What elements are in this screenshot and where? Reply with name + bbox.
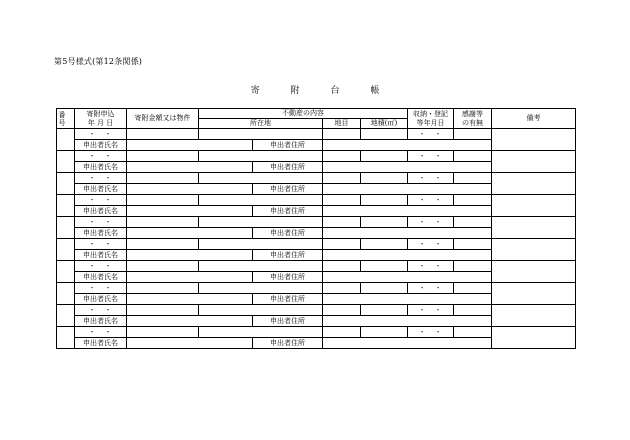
- donation-item-cell[interactable]: [127, 129, 199, 140]
- header-area: 地積(㎡): [361, 119, 408, 129]
- applicant-address-cell[interactable]: [323, 184, 576, 195]
- applicant-name-label: 申出者氏名: [75, 250, 127, 261]
- application-date-cell[interactable]: ・ ・: [75, 283, 127, 294]
- land-type-cell[interactable]: [323, 305, 361, 316]
- applicant-name-cell[interactable]: [127, 250, 253, 261]
- applicant-address-cell[interactable]: [323, 228, 576, 239]
- entry-row-bottom: [57, 272, 576, 283]
- received-date-cell[interactable]: ・ ・: [408, 261, 454, 272]
- entry-row-top: [57, 217, 576, 228]
- entry-number-cell[interactable]: [57, 129, 75, 151]
- location-cell[interactable]: [199, 305, 323, 316]
- thanks-cell[interactable]: [454, 217, 492, 228]
- received-date-cell[interactable]: ・ ・: [408, 239, 454, 250]
- donation-item-cell[interactable]: [127, 261, 199, 272]
- received-date-cell[interactable]: ・ ・: [408, 151, 454, 162]
- applicant-name-label: 申出者氏名: [75, 338, 127, 349]
- applicant-name-cell[interactable]: [127, 206, 253, 217]
- applicant-address-label: 申出者住所: [253, 228, 323, 239]
- applicant-name-label: 申出者氏名: [75, 316, 127, 327]
- entry-number-cell[interactable]: [57, 305, 75, 327]
- entry-row-bottom: [57, 184, 576, 195]
- application-date-cell[interactable]: ・ ・: [75, 217, 127, 228]
- entry-number-cell[interactable]: [57, 239, 75, 261]
- entry-number-cell[interactable]: [57, 261, 75, 283]
- thanks-cell[interactable]: [454, 305, 492, 316]
- applicant-name-label: 申出者氏名: [75, 206, 127, 217]
- donation-item-cell[interactable]: [127, 195, 199, 206]
- area-cell[interactable]: [361, 261, 408, 272]
- applicant-name-cell[interactable]: [127, 294, 253, 305]
- entry-row-top: [57, 239, 576, 250]
- land-type-cell[interactable]: [323, 217, 361, 228]
- location-cell[interactable]: [199, 327, 323, 338]
- entry-row-bottom: [57, 316, 576, 327]
- location-cell[interactable]: [199, 283, 323, 294]
- entry-number-cell[interactable]: [57, 217, 75, 239]
- application-date-cell[interactable]: ・ ・: [75, 151, 127, 162]
- application-date-cell[interactable]: ・ ・: [75, 195, 127, 206]
- land-type-cell[interactable]: [323, 129, 361, 140]
- applicant-address-label: 申出者住所: [253, 272, 323, 283]
- entry-number-cell[interactable]: [57, 283, 75, 305]
- entry-row-bottom: [57, 162, 576, 173]
- application-date-cell[interactable]: ・ ・: [75, 239, 127, 250]
- donation-item-cell[interactable]: [127, 217, 199, 228]
- area-cell[interactable]: [361, 151, 408, 162]
- applicant-name-cell[interactable]: [127, 228, 253, 239]
- applicant-name-label: 申出者氏名: [75, 184, 127, 195]
- received-date-cell[interactable]: ・ ・: [408, 173, 454, 184]
- area-cell[interactable]: [361, 195, 408, 206]
- location-cell[interactable]: [199, 129, 323, 140]
- thanks-cell[interactable]: [454, 239, 492, 250]
- header-remarks: 備考: [492, 109, 576, 129]
- entry-row-top: [57, 327, 576, 338]
- thanks-cell[interactable]: [454, 129, 492, 140]
- donation-ledger-table: [56, 108, 576, 349]
- applicant-address-label: 申出者住所: [253, 162, 323, 173]
- applicant-name-cell[interactable]: [127, 184, 253, 195]
- thanks-cell[interactable]: [454, 327, 492, 338]
- thanks-cell[interactable]: [454, 283, 492, 294]
- application-date-cell[interactable]: ・ ・: [75, 261, 127, 272]
- title-char: 附: [290, 86, 300, 96]
- entry-row-top: [57, 305, 576, 316]
- application-date-cell[interactable]: ・ ・: [75, 129, 127, 140]
- title-char: 帳: [370, 86, 380, 96]
- area-cell[interactable]: [361, 217, 408, 228]
- applicant-name-label: 申出者氏名: [75, 294, 127, 305]
- donation-item-cell[interactable]: [127, 239, 199, 250]
- received-date-cell[interactable]: ・ ・: [408, 305, 454, 316]
- entry-row-top: [57, 261, 576, 272]
- donation-item-cell[interactable]: [127, 305, 199, 316]
- applicant-address-cell[interactable]: [323, 206, 576, 217]
- land-type-cell[interactable]: [323, 195, 361, 206]
- applicant-name-label: 申出者氏名: [75, 162, 127, 173]
- header-real-estate: 不動産の内容: [199, 109, 408, 119]
- applicant-address-cell[interactable]: [323, 338, 576, 349]
- applicant-address-cell[interactable]: [323, 250, 576, 261]
- application-date-cell[interactable]: ・ ・: [75, 173, 127, 184]
- entry-row-bottom: [57, 250, 576, 261]
- application-date-cell[interactable]: ・ ・: [75, 305, 127, 316]
- entry-row-bottom: [57, 228, 576, 239]
- location-cell[interactable]: [199, 261, 323, 272]
- application-date-cell[interactable]: ・ ・: [75, 327, 127, 338]
- thanks-cell[interactable]: [454, 173, 492, 184]
- land-type-cell[interactable]: [323, 283, 361, 294]
- received-date-cell[interactable]: ・ ・: [408, 195, 454, 206]
- land-type-cell[interactable]: [323, 327, 361, 338]
- entry-row-bottom: [57, 338, 576, 349]
- header-land-type: 地目: [323, 119, 361, 129]
- location-cell[interactable]: [199, 151, 323, 162]
- applicant-address-label: 申出者住所: [253, 184, 323, 195]
- title-char: 台: [330, 86, 340, 96]
- area-cell[interactable]: [361, 305, 408, 316]
- entry-row-bottom: [57, 140, 576, 151]
- area-cell[interactable]: [361, 239, 408, 250]
- applicant-name-label: 申出者氏名: [75, 272, 127, 283]
- entry-number-cell[interactable]: [57, 173, 75, 195]
- applicant-name-label: 申出者氏名: [75, 228, 127, 239]
- applicant-address-label: 申出者住所: [253, 140, 323, 151]
- applicant-address-cell[interactable]: [323, 162, 576, 173]
- donation-item-cell[interactable]: [127, 151, 199, 162]
- area-cell[interactable]: [361, 129, 408, 140]
- entry-row-top: [57, 173, 576, 184]
- entry-row-top: [57, 195, 576, 206]
- thanks-cell[interactable]: [454, 195, 492, 206]
- applicant-name-label: 申出者氏名: [75, 140, 127, 151]
- location-cell[interactable]: [199, 217, 323, 228]
- entry-number-cell[interactable]: [57, 195, 75, 217]
- header-application-date: 寄附申込 年 月 日: [75, 109, 127, 129]
- applicant-address-label: 申出者住所: [253, 250, 323, 261]
- header-number: 番号: [57, 109, 75, 129]
- location-cell[interactable]: [199, 173, 323, 184]
- title-char: 寄: [250, 86, 260, 96]
- applicant-address-cell[interactable]: [323, 294, 576, 305]
- land-type-cell[interactable]: [323, 151, 361, 162]
- applicant-name-cell[interactable]: [127, 140, 253, 151]
- header-thanks: 感謝等 の有無: [454, 109, 492, 129]
- applicant-address-cell[interactable]: [323, 140, 576, 151]
- land-type-cell[interactable]: [323, 239, 361, 250]
- applicant-address-cell[interactable]: [323, 316, 576, 327]
- applicant-address-label: 申出者住所: [253, 294, 323, 305]
- entry-number-cell[interactable]: [57, 151, 75, 173]
- applicant-address-cell[interactable]: [323, 272, 576, 283]
- received-date-cell[interactable]: ・ ・: [408, 129, 454, 140]
- donation-item-cell[interactable]: [127, 283, 199, 294]
- entry-number-cell[interactable]: [57, 327, 75, 349]
- form-number: 第5号様式(第12条関係): [54, 57, 143, 66]
- entry-row-bottom: [57, 294, 576, 305]
- header-received-date: 収納・登記 等年月日: [408, 109, 454, 129]
- received-date-cell[interactable]: ・ ・: [408, 283, 454, 294]
- applicant-name-cell[interactable]: [127, 162, 253, 173]
- header-location: 所在地: [199, 119, 323, 129]
- entry-row-top: [57, 283, 576, 294]
- header-donation-item: 寄附金額又は物件: [127, 109, 199, 129]
- applicant-name-cell[interactable]: [127, 338, 253, 349]
- entry-row-top: [57, 129, 576, 140]
- applicant-name-cell[interactable]: [127, 272, 253, 283]
- applicant-address-label: 申出者住所: [253, 338, 323, 349]
- received-date-cell[interactable]: ・ ・: [408, 217, 454, 228]
- area-cell[interactable]: [361, 173, 408, 184]
- location-cell[interactable]: [199, 195, 323, 206]
- ledger-body: [57, 129, 576, 349]
- area-cell[interactable]: [361, 283, 408, 294]
- thanks-cell[interactable]: [454, 261, 492, 272]
- entry-row-top: [57, 151, 576, 162]
- document-title: [0, 83, 630, 96]
- location-cell[interactable]: [199, 239, 323, 250]
- thanks-cell[interactable]: [454, 151, 492, 162]
- land-type-cell[interactable]: [323, 173, 361, 184]
- land-type-cell[interactable]: [323, 261, 361, 272]
- applicant-address-label: 申出者住所: [253, 206, 323, 217]
- area-cell[interactable]: [361, 327, 408, 338]
- applicant-address-label: 申出者住所: [253, 316, 323, 327]
- applicant-name-cell[interactable]: [127, 316, 253, 327]
- entry-row-bottom: [57, 206, 576, 217]
- donation-item-cell[interactable]: [127, 327, 199, 338]
- donation-item-cell[interactable]: [127, 173, 199, 184]
- received-date-cell[interactable]: ・ ・: [408, 327, 454, 338]
